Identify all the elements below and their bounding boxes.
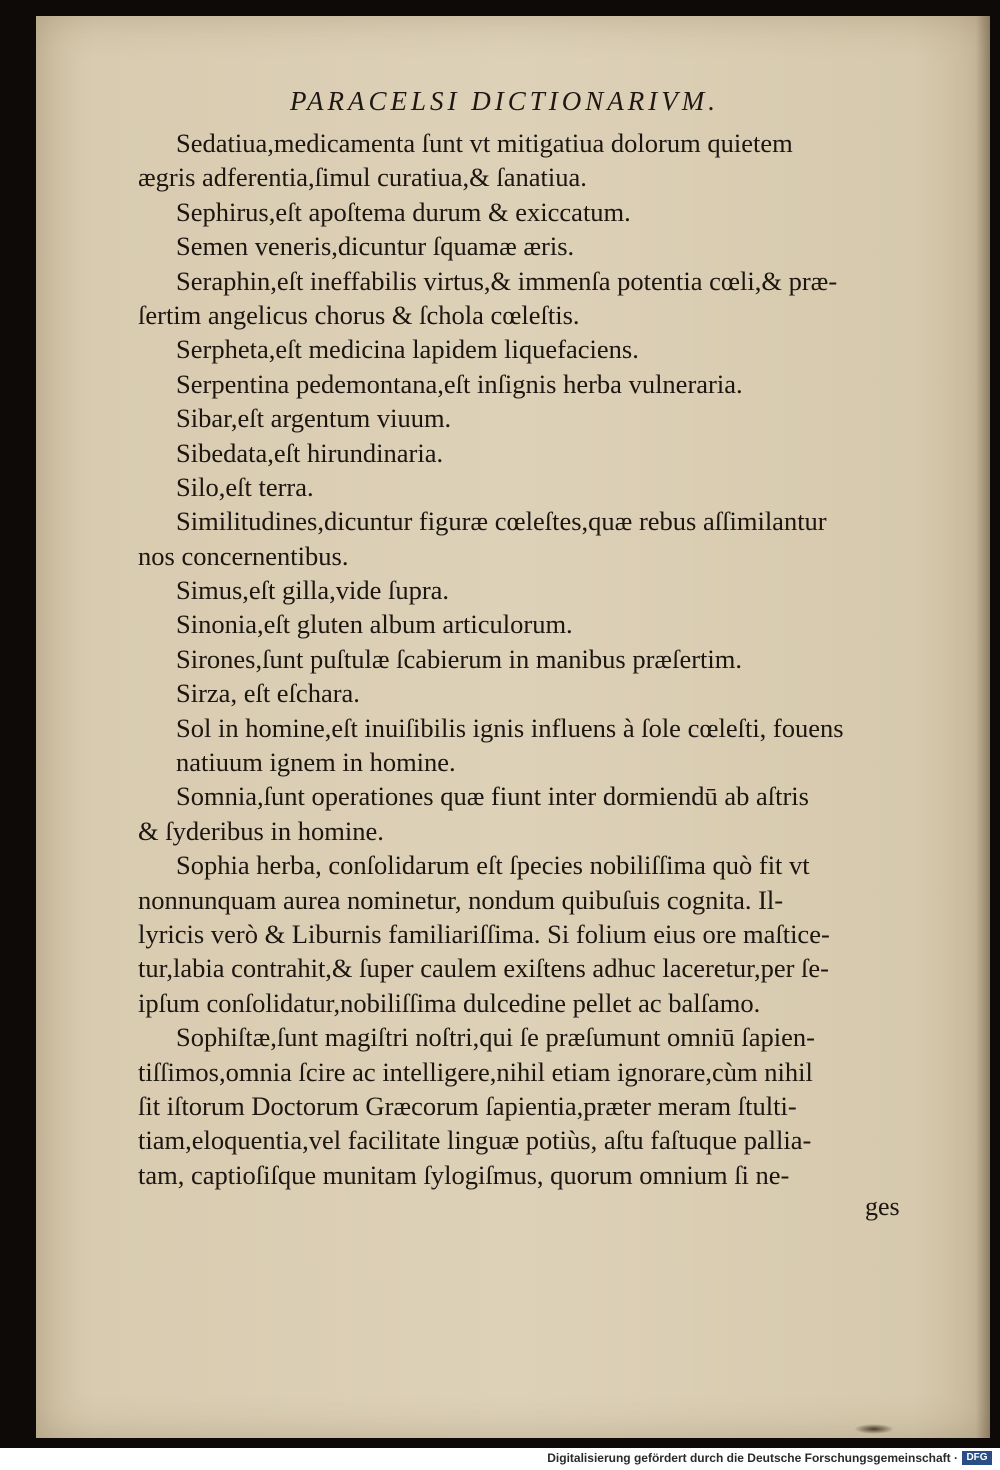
text-line: Sirza, eſt eſchara.: [176, 678, 360, 709]
text-line: Seraphin,eſt ineffabilis virtus,& immenſa potentia cœli,& præ-: [176, 265, 838, 296]
catchword: ges: [865, 1192, 900, 1221]
text-line: Serpheta,eſt medicina lapidem liquefaciens.: [176, 334, 639, 365]
text-line: natiuum ignem in homine.: [176, 747, 456, 778]
text-line: Sophiſtæ,ſunt magiſtri noſtri,qui ſe præſumunt omniū ſapien-: [176, 1022, 815, 1053]
text-line: Sephirus,eſt apoſtema durum & exiccatum.: [176, 196, 631, 227]
footer-credit: Digitalisierung gefördert durch die Deutsche Forschungsgemeinschaft ·: [547, 1451, 958, 1465]
text-line: & ſyderibus in homine.: [138, 815, 384, 846]
text-line: Sophia herba, conſolidarum eſt ſpecies nobiliſſima quò fit vt: [176, 850, 810, 881]
text-line: Sibedata,eſt hirundinaria.: [176, 437, 444, 468]
digitization-footer: [0, 1448, 1000, 1470]
text-line: ſit iſtorum Doctorum Græcorum ſapientia,præter meram ſtulti-: [138, 1090, 797, 1121]
text-line: tiam,eloquentia,vel facilitate linguæ potiùs, aſtu faſtuque pallia-: [138, 1125, 812, 1156]
text-line: tiſſimos,omnia ſcire ac intelligere,nihil etiam ignorare,cùm nihil: [138, 1056, 813, 1087]
text-line: Sirones,ſunt puſtulæ ſcabierum in manibus præſertim.: [176, 643, 743, 674]
text-line: nonnunquam aurea nominetur, nondum quibuſuis cognita. Il-: [138, 884, 784, 915]
text-line: ægris adferentia,ſimul curatiua,& ſanatiua.: [138, 162, 587, 193]
dictionary-text-block: [138, 126, 928, 1192]
text-line: ipſum conſolidatur,nobiliſſima dulcedine pellet ac balſamo.: [138, 987, 761, 1018]
text-line: Similitudines,dicuntur figuræ cœleſtes,quæ rebus aſſimilantur: [176, 506, 827, 537]
text-line: Sol in homine,eſt inuiſibilis ignis influens à ſole cœleſti, fouens: [176, 712, 844, 743]
dfg-logo: DFG: [962, 1451, 992, 1465]
ink-smudge: [854, 1424, 894, 1434]
text-line: Sinonia,eſt gluten album articulorum.: [176, 609, 573, 640]
text-line: Simus,eſt gilla,vide ſupra.: [176, 575, 450, 606]
text-line: tur,labia contrahit,& ſuper caulem exiſtens adhuc laceretur,per ſe-: [138, 953, 829, 984]
text-line: Serpentina pedemontana,eſt inſignis herba vulneraria.: [176, 368, 743, 399]
text-line: Sibar,eſt argentum viuum.: [176, 403, 452, 434]
text-line: Silo,eſt terra.: [176, 471, 314, 502]
text-line: Sedatiua,medicamenta ſunt vt mitigatiua dolorum quietem: [176, 128, 793, 158]
text-line: tam, captioſiſque munitam ſylogiſmus, quorum omnium ſi ne-: [138, 1159, 790, 1190]
page-edge-shadow: [976, 16, 990, 1438]
text-line: lyricis verò & Liburnis familiariſſima. Si folium eius ore maſtice-: [138, 918, 830, 949]
text-line: nos concernentibus.: [138, 540, 349, 571]
text-line: ſertim angelicus chorus & ſchola cœleſtis.: [138, 299, 580, 330]
running-head: PARACELSI DICTIONARIVM.: [290, 86, 719, 116]
text-line: Semen veneris,dicuntur ſquamæ æris.: [176, 231, 575, 262]
text-line: Somnia,ſunt operationes quæ fiunt inter dormiendū ab aſtris: [176, 781, 809, 812]
